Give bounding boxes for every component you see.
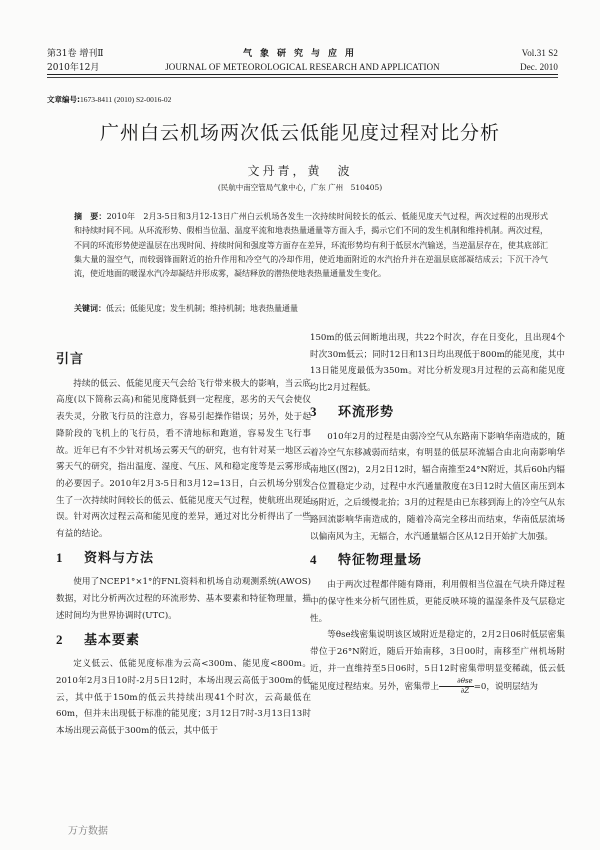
- date-en: Dec. 2010: [520, 62, 558, 72]
- running-header: [47, 46, 558, 74]
- journal-name-en: JOURNAL OF METEOROLOGICAL RESEARCH AND APPLICATION: [165, 62, 440, 72]
- section-heading-4: 4 特征物理量场: [310, 552, 423, 569]
- keywords: [74, 303, 298, 314]
- section-heading-3: 3 环流形势: [310, 403, 395, 420]
- article-number-label: 文章编号:: [47, 95, 80, 104]
- abstract-label: 摘 要：: [74, 212, 107, 221]
- header-rule-thick: [47, 74, 558, 75]
- section-4-paragraph-1: 由于两次过程都伴随有降雨，利用假相当位温在气块升降过程中的保守性来分析气团性质，更能反映环境的温湿条件及气层稳定性。: [310, 580, 565, 624]
- article-number: [47, 94, 171, 105]
- section-heading-intro: 引言: [56, 352, 85, 367]
- keywords-text: 低云；低能见度；发生机制；维持机制；地表热量通量: [106, 304, 298, 313]
- intro-paragraph: 持续的低云、低能见度天气会给飞行带来极大的影响，当云底高度(以下简称云高)和能见度降低到一定程度，恶劣的天气会使仪表失灵，分散飞行员的注意力，容易引起操作错误；另外，处于起降阶段的飞机上的飞行员，看不清地标和跑道，容易发生飞行事故。近年已有不少针对机场云雾天气的研究，也有针对某一地区云雾天气的研究，指出温度、湿度、气压、风和稳定度等是云雾形成的必要因子。2010年2月3-5日和3月12=13日，白云机场分别发生了一次持续时间较长的低云、低能见度天气过程，使航班出现延误。针对两次过程云高和能见度的差异，通过对比分析得出了一些有益的结论。: [56, 378, 311, 540]
- section-3-paragraph: 010年2月的过程是由弱冷空气从东路南下影响华南造成的，随着冷空气东移减弱而结束，有明显的低层环流辐合由北向南影响华南地区(图2)，2月2日12时，辐合南推至24°N附近，其后60h内辐合位置稳定少动，过程中水汽通量散度在3日12时大值区南压到本场附近，之后缓慢北抬；3月的过程是由已东移到海上的冷空气从东路回流影响华南造成的，随着冷高完全移出而结束，华南低层流场以偏南风为主，无辐合，水汽通量辐合区从12日开始扩大加强。: [310, 431, 565, 542]
- left-column: [56, 345, 311, 740]
- abstract-text: 2010年 2月3-5日和3月12-13日广州白云机场各发生一次持续时间较长的低云、低能见度天气过程，两次过程的出现形式和持续时间不同。从环流形势、假相当位温、温度平流和地表热量通量等方面入手，揭示它们不同的发生机制和维持机制。两次过程，不同的环流形势使逆温层在出现时间、持续时间和强度等方面存在差异，环流形势均有利于低层水汽输送，当逆温层存在，使其底部汇集大量的湿空气，而较弱锋面附近的抬升作用和冷空气的冷却作用，使近地面附近的水汽抬升并在逆温层底部凝结成云；下沉干冷气流，使近地面的暖湿水汽冷却凝结并形成雾，凝结释放的潜热使地表热量通量发生变化。: [74, 212, 549, 279]
- section-heading-2: 2 基本要素: [56, 631, 141, 648]
- keywords-label: 关键词：: [74, 303, 106, 313]
- abstract: [74, 210, 548, 281]
- date-cn: 2010年12月: [47, 63, 100, 73]
- section-heading-1: 1 资料与方法: [56, 549, 155, 566]
- partial-derivative-fraction: $\frac{\text{∂θse}}{\partial Z}$: [439, 677, 474, 696]
- right-column: [310, 330, 565, 696]
- volume-issue: 第31卷 增刊Ⅱ: [47, 49, 104, 59]
- authors: 文丹青，黄 波: [247, 164, 353, 178]
- journal-name-cn: 气象研究与应用: [242, 49, 362, 59]
- volume-en: Vol.31 S2: [521, 48, 558, 58]
- section-2-paragraph: 定义低云、低能见度标准为云高<300m、能见度<800m。2010年2月3日10时-2月5日12时，本场出现云高低于300m的低云，其中低于150m的低云共持续出现41个时次，云高最低在60m，但并未出现低于标准的能见度；3月12日7时-3月13日13时本场出现云高低于300m的低云，其中低于: [56, 659, 311, 737]
- section-1-paragraph: 使用了NCEP1°×1°的FNL资料和机场自动观测系统(AWOS)数据，对比分析两次过程的环流形势、基本要素和特征物理量，描述时间均为世界协调时(UTC)。: [56, 577, 311, 621]
- watermark-footer: 万方数据: [68, 826, 108, 837]
- section-2-continued: 150m的低云间断地出现，共22个时次，存在日变化，且出现4个时次30m低云；同时12日和13日均出现低于800m的能见度，其中13日能见度最低为350m。对比分析发现3月过程的云高和能见度均比2月过程低。: [310, 333, 565, 394]
- article-number-value: 1673-8411 (2010) S2-0016-02: [80, 95, 172, 104]
- paper-title: 广州白云机场两次低云低能见度过程对比分析: [99, 122, 500, 144]
- section-4-paragraph-2: 等θse线密集说明该区域附近是稳定的，2月2日06时低层密集带位于26°N附近，随后开始南移，3日00时，南移至广州机场附近，并一直维持至5日06时，5日12时密集带明显变稀疏，低云低能见度过程结束。另外，密集带上 $\frac{\text{∂θse}}{\partial Z}$ =0，说明层结为: [310, 630, 565, 696]
- affiliation: (民航中南空管局气象中心，广东 广州 510405): [217, 183, 383, 192]
- header-rule-thin: [47, 77, 558, 78]
